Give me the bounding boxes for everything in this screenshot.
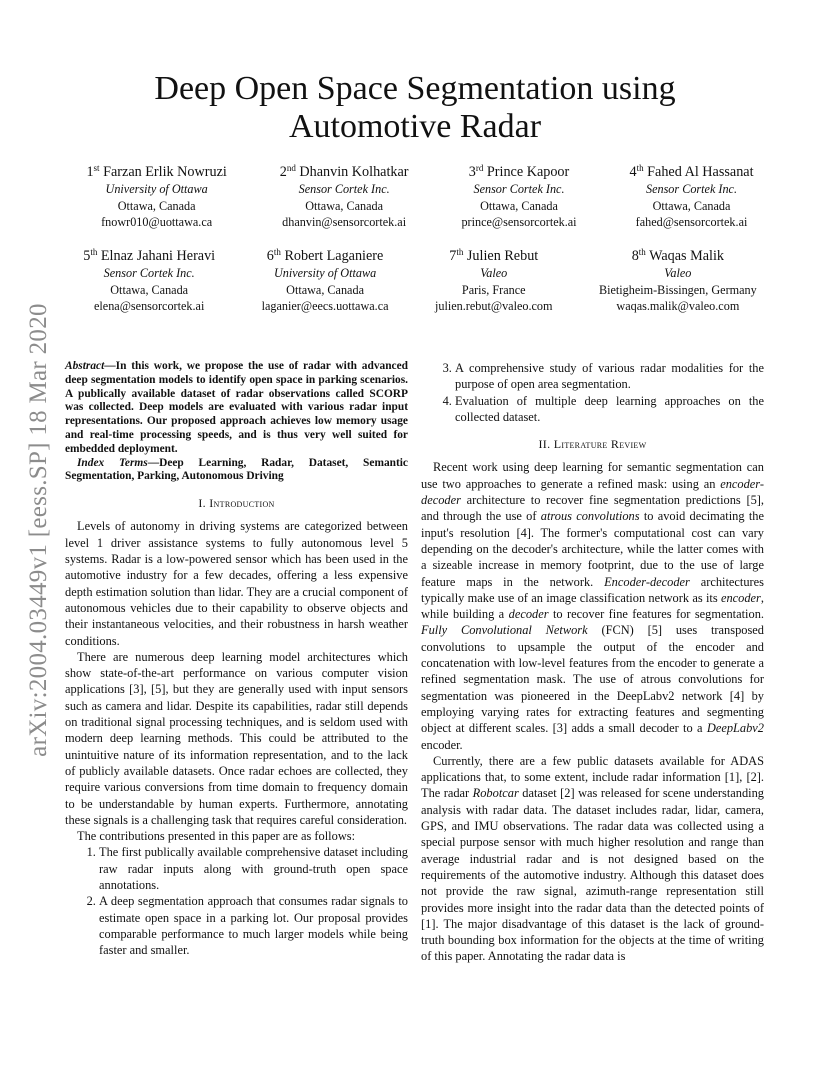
arxiv-id: arXiv:2004.03449v1 [eess.SP] 18 Mar 2020 [25, 303, 53, 757]
author-email: laganier@eecs.uottawa.ca [261, 299, 389, 313]
author-name: 6th Robert Laganiere [266, 247, 384, 264]
author-affiliation: Valeo [480, 266, 508, 280]
citation-link[interactable]: [1] [421, 916, 436, 931]
author-affiliation: Sensor Cortek Inc. [298, 182, 390, 196]
author-affiliation: Sensor Cortek Inc. [473, 182, 565, 196]
author-row-2 [60, 247, 780, 315]
litreview-paragraph-1: Recent work using deep learning for semantic segmentation can use two approaches to generate a refined mask: using an encoder-decoder architecture to recover fine segmentation predictions [5], and through the use of atrous convolutions to avoid decimating the input's resolution [4]. The former's computational cost can vary depending on the decoder's architecture, while the latter comes with a sizeable increase in memory footprint, due to the use of large feature maps in the network. Encoder-decoder architectures typically make use of an image classification network as its encoder, while building a decoder to recover fine features for segmentation. Fully Convolutional Network (FCN) [5] uses transposed convolutions to upsample the output of the encoder and concatenation with low-level features from the encoder to generate a refined segmentation mask. The use of atrous convolutions for segmentation was pioneered in the DeepLabv2 network [4] by employing varying rates for extracting features and segmenting object at different scales. [3] adds a small decoder to a DeepLabv2 encoder. [421, 460, 764, 752]
list-item: 2. A deep segmentation approach that consumes radar signals to estimate open space in a parking lot. Our proposal provides comparable performance to much larger models while being faster and smaller. [99, 893, 408, 958]
author-block [461, 163, 576, 231]
citation-link[interactable]: [3] [552, 721, 568, 736]
list-item: 1. The first publically available comprehensive dataset including raw radar inputs along with ground-truth open space annotations. [99, 844, 408, 893]
paper-title: Deep Open Space Segmentation using Automotive Radar [154, 70, 676, 145]
litreview-paragraph-2: Currently, there are a few public datasets available for ADAS applications that, to some extent, include radar information [1], [2]. The radar Robotcar dataset [2] was released for scene understanding analysis with radar data. The dataset includes radar, lidar, camera, GPS, and IMU observations. The radar data was collected using a special purpose sensor with much higher resolution and range than average industrial radar and is not designed based on the requirements of the automotive industry. Although this dataset does not provide the raw signal, azimuth-range representation still provides more insight into the radar data than the detected points of [1]. The major disadvantage of this dataset is the lack of ground-truth bounding box information for the objects at the time of writing of this paper. Annotating the radar data is [421, 753, 765, 964]
author-block [280, 163, 409, 231]
citation-link[interactable]: [4] [516, 525, 531, 540]
citation-link[interactable]: [1] [724, 770, 740, 785]
author-affiliation: University of Ottawa [273, 266, 377, 280]
author-block [262, 247, 389, 315]
author-block [83, 247, 215, 315]
author-location: Bietigheim-Bissingen, Germany [598, 282, 757, 297]
list-item: 3. A comprehensive study of various radar modalities for the purpose of open area segmentation. [455, 360, 764, 393]
author-row-1 [60, 163, 780, 231]
author-location: Paris, France [461, 282, 526, 297]
author-block [435, 247, 553, 315]
intro-paragraph-3: The contributions presented in this paper are as follows: [77, 829, 356, 844]
author-name: 1st Farzan Erlik Nowruzi [86, 163, 227, 180]
author-location: Ottawa, Canada [652, 198, 731, 213]
author-block [629, 163, 753, 231]
author-affiliation: Sensor Cortek Inc. [103, 266, 195, 280]
citation-link[interactable]: [2] [746, 770, 761, 785]
author-location: Ottawa, Canada [110, 282, 189, 297]
author-name: 4th Fahed Al Hassanat [629, 163, 754, 180]
citation-link[interactable]: [5] [151, 682, 166, 697]
contributions-list-continued [421, 360, 764, 425]
intro-paragraph-2: There are numerous deep learning model architectures which show state-of-the-art performance on various computer vision applications [3], [5], but they are generally used with input sensors such as camera and lidar. Despite its capabilities, radar still depends on traditional signal processing techniques, and is seldom used with modern deep learning methods. This could be attributed to the unintuitive nature of its information representation, and to the lack of publicly available datasets. Once radar echoes are collected, they require various conversions from time domain to frequency domain to be understandable by human experts. Furthermore, annotating these signals is a challenging task that requires careful consideration. [65, 649, 408, 827]
section-heading-literature-review: II. Literature Review [538, 437, 647, 452]
citation-link[interactable]: [5] [647, 623, 663, 638]
author-name: 5th Elnaz Jahani Heravi [83, 247, 216, 264]
author-block [599, 247, 757, 315]
author-location: Ottawa, Canada [286, 282, 364, 297]
author-name: 8th Waqas Malik [631, 247, 724, 264]
author-email: fahed@sensorcortek.ai [635, 215, 748, 229]
author-email: elena@sensorcortek.ai [93, 299, 205, 313]
list-item: 4. Evaluation of multiple deep learning approaches on the collected dataset. [455, 393, 764, 426]
author-location: Ottawa, Canada [117, 198, 196, 213]
author-location: Ottawa, Canada [480, 198, 558, 213]
author-name: 2nd Dhanvin Kolhatkar [279, 163, 409, 180]
left-column [65, 360, 408, 958]
citation-link[interactable]: [2] [560, 786, 575, 801]
intro-paragraph-1: Levels of autonomy in driving systems are categorized between level 1 driver assistance systems to fully autonomous level 5 systems. Radar is a low-powered sensor which has been used in the automotive industry for a few decades, offering a less expensive depth estimation solution than lidar. They are a crucial component of autonomous vehicles due to their capability to observe objects and their instantaneous velocities, and their robustness in harsh weather conditions. [65, 519, 408, 648]
author-block [86, 163, 226, 231]
author-email: waqas.malik@valeo.com [616, 299, 740, 313]
contributions-list [65, 844, 408, 958]
author-name: 7th Julien Rebut [449, 247, 539, 264]
citation-link[interactable]: [5] [746, 493, 761, 508]
section-heading-introduction: I. Introduction [198, 496, 275, 511]
author-affiliation: University of Ottawa [105, 182, 208, 196]
citation-link[interactable]: [3] [129, 682, 144, 697]
author-email: julien.rebut@valeo.com [435, 299, 553, 313]
arxiv-stamp [14, 280, 64, 780]
author-email: prince@sensorcortek.ai [461, 215, 577, 229]
abstract: Abstract—In this work, we propose the use of radar with advanced deep segmentation models to identify open space in parking scenarios. A publically available dataset of radar observations called SCORP was collected. Deep models are evaluated with various radar input representations. Our proposed approach achieves low memory usage and real-time processing speeds, and is thus very well suited for embedded deployment. [65, 360, 408, 455]
right-column [421, 360, 764, 965]
author-email: fnowr010@uottawa.ca [101, 215, 213, 229]
author-name: 3rd Prince Kapoor [468, 163, 570, 180]
index-terms: Index Terms—Deep Learning, Radar, Dataset, Semantic Segmentation, Parking, Autonomous Driving [65, 456, 408, 483]
citation-link[interactable]: [4] [729, 688, 745, 703]
author-location: Ottawa, Canada [305, 198, 384, 213]
author-affiliation: Sensor Cortek Inc. [645, 182, 738, 196]
author-email: dhanvin@sensorcortek.ai [282, 215, 407, 229]
author-affiliation: Valeo [664, 266, 692, 280]
